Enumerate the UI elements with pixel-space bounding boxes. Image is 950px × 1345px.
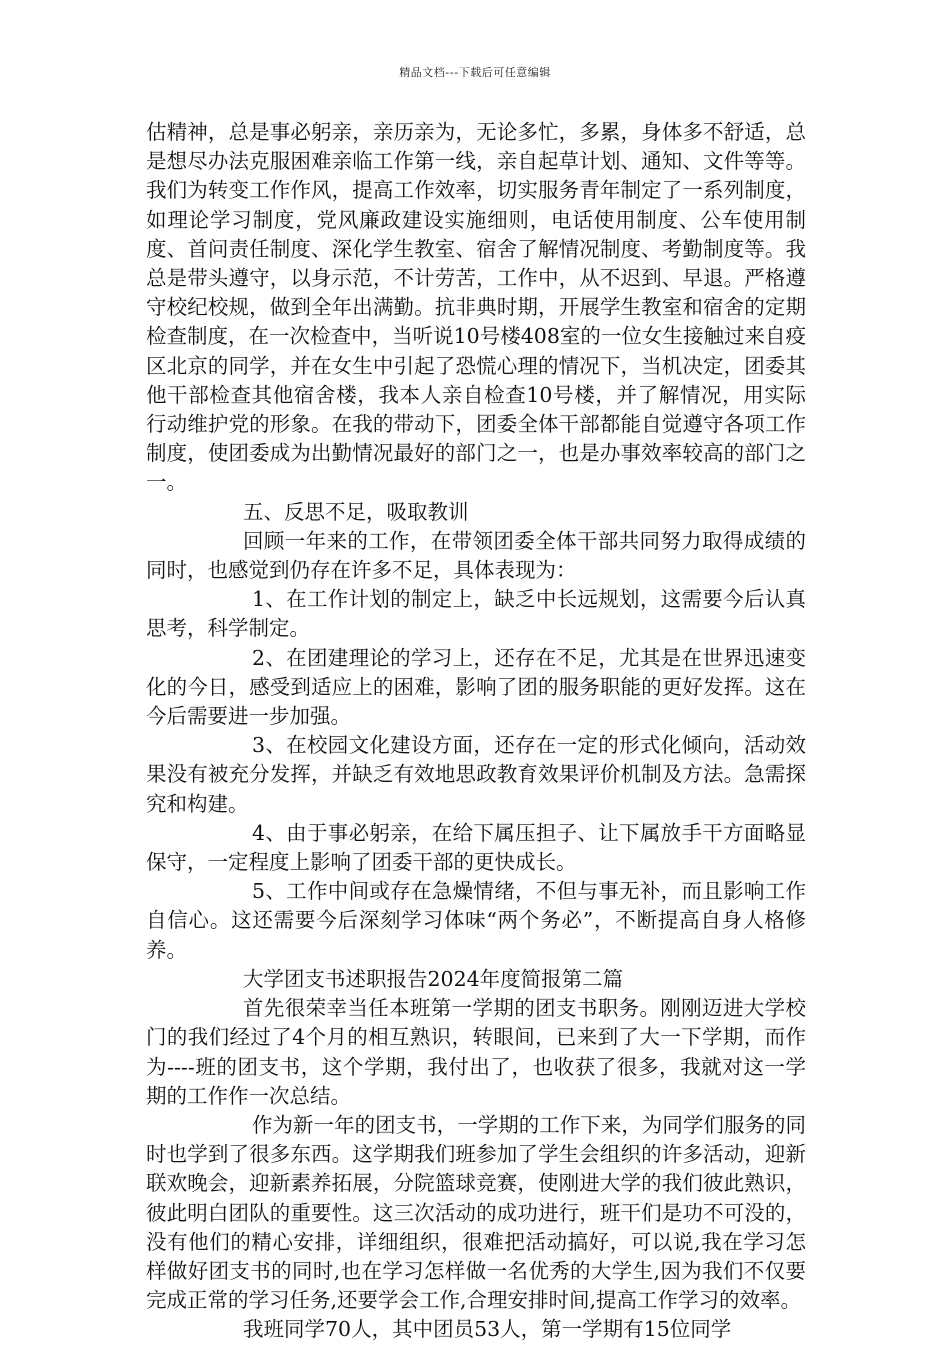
page-header: 精品文档---下载后可任意编辑 <box>399 66 551 79</box>
list-item: 5、工作中间或存在急燥情绪，不但与事无补，而且影响工作自信心。这还需要今后深刻学习体味“两个务必”，不断提高自身人格修养。 <box>146 879 806 962</box>
section-heading: 五、反思不足，吸取教训 <box>243 499 469 524</box>
list-item: 2、在团建理论的学习上，还存在不足，尤其是在世界迅速变化的今日，感受到适应上的困难，影响了团的服务职能的更好发挥。这在今后需要进一步加强。 <box>146 645 806 729</box>
document-body <box>146 118 806 1345</box>
section-title: 大学团支书述职报告2024年度简报第二篇 <box>243 966 624 991</box>
list-item: 4、由于事必躬亲，在给下属压担子、让下属放手干方面略显保守，一定程度上影响了团委干部的更快成长。 <box>146 820 806 875</box>
paragraph: 估精神，总是事必躬亲，亲历亲为，无论多忙，多累，身体多不舒适，总是想尽办法克服困难亲临工作第一线，亲自起草计划、通知、文件等等。我们为转变工作作风，提高工作效率，切实服务青年制定了一系列制度，如理论学习制度，党风廉政建设实施细则，电话使用制度、公车使用制度、首问责任制度、深化学生教室、宿舍了解情况制度、考勤制度等。我总是带头遵守，以身示范，不计劳苦，工作中，从不迟到、早退。严格遵守校纪校规，做到全年出满勤。抗非典时期，开展学生教室和宿舍的定期检查制度，在一次检查中，当听说10号楼408室的一位女生接触过来自疫区北京的同学，并在女生中引起了恐慌心理的情况下，当机决定，团委其他干部检查其他宿舍楼，我本人亲自检查10号楼，并了解情况，用实际行动维护党的形象。在我的带动下，团委全体干部都能自觉遵守各项工作制度，使团委成为出勤情况最好的部门之一，也是办事效率较高的部门之一。 <box>146 120 806 495</box>
list-item: 1、在工作计划的制定上，缺乏中长远规划，这需要今后认真思考，科学制定。 <box>146 587 806 641</box>
paragraph: 我班同学70人，其中团员53人，第一学期有15位同学 <box>243 1317 732 1342</box>
list-item: 3、在校园文化建设方面，还存在一定的形式化倾向，活动效果没有被充分发挥，并缺乏有效地思政教育效果评价机制及方法。急需探究和构建。 <box>146 733 806 816</box>
paragraph: 首先很荣幸当任本班第一学期的团支书职务。刚刚迈进大学校门的我们经过了4个月的相互熟识，转眼间，已来到了大一下学期，而作为----班的团支书，这个学期，我付出了，也收获了很多，我就对这一学期的工作作一次总结。 <box>146 996 806 1108</box>
paragraph: 回顾一年来的工作，在带领团委全体干部共同努力取得成绩的同时，也感觉到仍存在许多不足，具体表现为： <box>146 528 806 583</box>
paragraph: 作为新一年的团支书，一学期的工作下来，为同学们服务的同时也学到了很多东西。这学期我们班参加了学生会组织的许多活动，迎新联欢晚会，迎新素养拓展，分院篮球竞赛，使刚进大学的我们彼此熟识，彼此明白团队的重要性。这三次活动的成功进行，班干们是功不可没的，没有他们的精心安排，详细组织，很难把活动搞好，可以说,我在学习怎样做好团支书的同时,也在学习怎样做一名优秀的大学生,因为我们不仅要完成正常的学习任务,还要学会工作,合理安排时间,提高工作学习的效率。 <box>146 1112 806 1313</box>
